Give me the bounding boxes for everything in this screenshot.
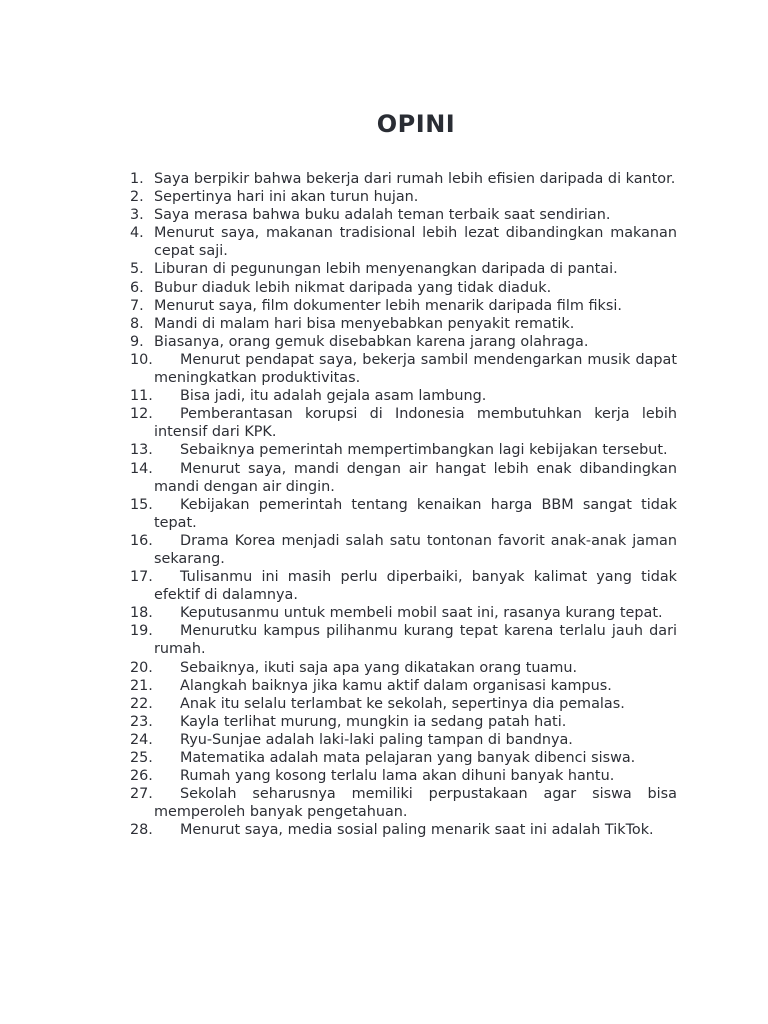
list-item xyxy=(130,460,677,496)
item-text: Sebaiknya, ikuti saja apa yang dikatakan orang tuamu. xyxy=(180,659,578,676)
item-text: Bubur diaduk lebih nikmat daripada yang tidak diaduk. xyxy=(154,279,552,296)
list-item xyxy=(130,731,677,749)
item-text: Rumah yang kosong terlalu lama akan dihuni banyak hantu. xyxy=(180,768,615,785)
item-text: Sepertinya hari ini akan turun hujan. xyxy=(154,189,419,206)
list-item xyxy=(130,695,677,713)
item-text: Mandi di malam hari bisa menyebabkan penyakit rematik. xyxy=(154,315,575,332)
item-number: 21. xyxy=(130,677,153,694)
item-number: 18. xyxy=(130,605,153,622)
item-text: Kayla terlihat murung, mungkin ia sedang patah hati. xyxy=(180,713,567,730)
list-item xyxy=(130,767,677,785)
item-number: 14. xyxy=(130,460,153,477)
item-text: Bisa jadi, itu adalah gejala asam lambung. xyxy=(180,388,487,405)
list-item xyxy=(130,387,677,405)
item-number: 25. xyxy=(130,750,153,766)
list-item xyxy=(130,532,677,568)
item-number: 6. xyxy=(130,279,144,296)
item-number: 9. xyxy=(130,333,144,350)
list-item xyxy=(130,749,677,767)
item-text: Menurut pendapat saya, bekerja sambil mendengarkan musik dapat meningkatkan produktivitas. xyxy=(154,351,677,387)
list-item xyxy=(130,713,677,731)
list-item xyxy=(130,170,677,188)
item-text: Menurut saya, media sosial paling menarik saat ini adalah TikTok. xyxy=(180,822,654,839)
item-text: Kebijakan pemerintah tentang kenaikan harga BBM sangat tidak tepat. xyxy=(154,496,677,531)
list-item xyxy=(130,351,677,387)
list-item xyxy=(130,224,677,260)
item-number: 1. xyxy=(130,171,144,187)
list-item xyxy=(130,206,677,224)
item-number: 8. xyxy=(130,315,144,332)
item-text: Saya berpikir bahwa bekerja dari rumah lebih efisien daripada di kantor. xyxy=(154,171,676,187)
item-text: Pemberantasan korupsi di Indonesia membutuhkan kerja lebih intensif dari KPK. xyxy=(154,406,677,441)
item-number: 24. xyxy=(130,731,153,748)
item-text: Menurut saya, film dokumenter lebih menarik daripada film fiksi. xyxy=(154,297,622,314)
list-item xyxy=(130,677,677,695)
item-number: 27. xyxy=(130,786,153,803)
list-item xyxy=(130,821,677,839)
item-number: 16. xyxy=(130,532,153,549)
item-text: Liburan di pegunungan lebih menyenangkan daripada di pantai. xyxy=(154,261,618,278)
item-text: Menurut saya, makanan tradisional lebih lezat dibandingkan makanan cepat saji. xyxy=(154,225,677,260)
opinion-list xyxy=(130,170,677,839)
item-text: Sebaiknya pemerintah mempertimbangkan lagi kebijakan tersebut. xyxy=(180,442,668,459)
list-item xyxy=(130,496,677,532)
item-text: Anak itu selalu terlambat ke sekolah, sepertinya dia pemalas. xyxy=(180,695,625,712)
list-item xyxy=(130,659,677,677)
item-text: Sekolah seharusnya memiliki perpustakaan agar siswa bisa memperoleh banyak pengetahuan. xyxy=(154,786,677,821)
item-number: 12. xyxy=(130,406,153,423)
item-text: Alangkah baiknya jika kamu aktif dalam organisasi kampus. xyxy=(180,677,612,694)
list-item xyxy=(130,297,677,315)
list-item xyxy=(130,604,677,622)
list-item xyxy=(130,622,677,658)
list-item xyxy=(130,315,677,333)
item-text: Biasanya, orang gemuk disebabkan karena jarang olahraga. xyxy=(154,333,589,350)
item-number: 22. xyxy=(130,695,153,712)
list-item xyxy=(130,568,677,604)
list-item xyxy=(130,441,677,459)
item-number: 23. xyxy=(130,713,153,730)
list-item xyxy=(130,405,677,441)
item-number: 15. xyxy=(130,496,153,513)
list-item xyxy=(130,260,677,278)
item-number: 11. xyxy=(130,388,153,405)
item-number: 17. xyxy=(130,569,153,586)
page-title: OPINI xyxy=(376,110,456,138)
item-text: Ryu-Sunjae adalah laki-laki paling tampan di bandnya. xyxy=(180,731,573,748)
item-number: 3. xyxy=(130,207,144,224)
list-item xyxy=(130,785,677,821)
item-number: 2. xyxy=(130,189,144,206)
item-number: 19. xyxy=(130,623,153,640)
item-text: Menurut saya, mandi dengan air hangat lebih enak dibandingkan mandi dengan air dingin. xyxy=(154,460,677,495)
item-text: Menurutku kampus pilihanmu kurang tepat karena terlalu jauh dari rumah. xyxy=(154,623,677,658)
list-item xyxy=(130,333,677,351)
item-number: 10. xyxy=(130,351,153,368)
list-item xyxy=(130,188,677,206)
item-number: 13. xyxy=(130,442,153,459)
item-text: Saya merasa bahwa buku adalah teman terbaik saat sendirian. xyxy=(154,207,611,224)
item-text: Matematika adalah mata pelajaran yang banyak dibenci siswa. xyxy=(180,750,636,766)
item-number: 5. xyxy=(130,261,144,278)
item-number: 20. xyxy=(130,659,153,676)
item-number: 26. xyxy=(130,768,153,785)
item-number: 4. xyxy=(130,225,144,242)
item-text: Drama Korea menjadi salah satu tontonan favorit anak-anak jaman sekarang. xyxy=(154,532,677,567)
item-number: 7. xyxy=(130,297,144,314)
item-number: 28. xyxy=(130,822,153,839)
item-text: Keputusanmu untuk membeli mobil saat ini, rasanya kurang tepat. xyxy=(180,605,663,622)
item-text: Tulisanmu ini masih perlu diperbaiki, banyak kalimat yang tidak efektif di dalamnya. xyxy=(154,569,677,604)
list-item xyxy=(130,279,677,297)
